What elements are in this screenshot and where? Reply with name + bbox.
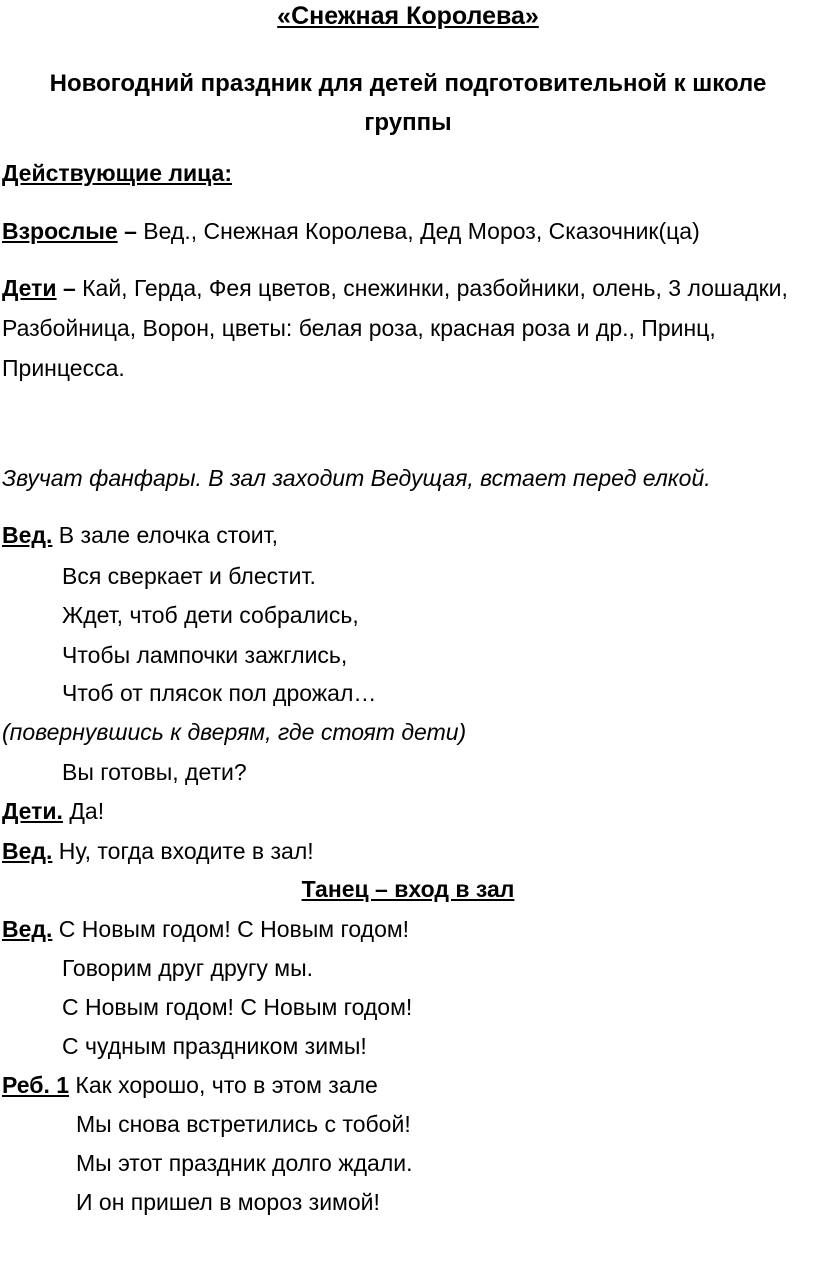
speaker-ved: Вед.: [2, 522, 53, 548]
verse-line: Мы этот праздник долго ждали.: [76, 1150, 413, 1176]
verse-line: Мы снова встретились с тобой!: [76, 1111, 411, 1137]
dance-heading: Танец – вход в зал: [301, 876, 515, 902]
verse-line: Ждет, чтоб дети собрались,: [62, 602, 359, 628]
verse-line: Как хорошо, что в этом зале: [69, 1072, 378, 1098]
speaker-ved: Вед.: [2, 838, 53, 864]
document-subtitle: Новогодний праздник для детей подготовительной к школе группы: [49, 70, 767, 136]
adults-dash: –: [117, 218, 137, 244]
ved-newyear-first-line: [2, 916, 409, 943]
adults-cast-line: [2, 218, 700, 245]
speaker-reb-1: Реб. 1: [2, 1072, 70, 1098]
verse-line: Вы готовы, дети?: [62, 759, 247, 785]
children-dash: –: [56, 275, 76, 301]
adults-label: Взрослые: [2, 218, 118, 244]
deti-reply-line: [2, 798, 104, 825]
verse-line: Говорим друг другу мы.: [62, 955, 314, 981]
children-label: Дети: [2, 275, 57, 301]
verse-line: Чтоб от плясок пол дрожал…: [62, 680, 377, 706]
document-title: «Снежная Королева»: [277, 2, 539, 30]
children-list: Кай, Герда, Фея цветов, снежинки, разбойники, олень, 3 лошадки, Разбойница, Ворон, цветы: белая роза, красная роза и др., Принц, Принцесса.: [2, 275, 788, 381]
stage-direction-doors: (повернувшись к дверям, где стоят дети): [2, 719, 467, 745]
verse-line: Вся сверкает и блестит.: [62, 563, 316, 589]
reply-text: Да!: [62, 798, 105, 824]
adults-list: Вед., Снежная Королева, Дед Мороз, Сказочник(ца): [136, 218, 700, 244]
cast-heading: Действующие лица:: [2, 160, 232, 186]
ved-verse-first-line: [2, 522, 278, 549]
verse-line: Чтобы лампочки зажглись,: [62, 642, 348, 668]
verse-line: В зале елочка стоит,: [52, 522, 278, 548]
speaker-deti: Дети.: [2, 798, 63, 824]
verse-line: Ну, тогда входите в зал!: [52, 838, 314, 864]
stage-direction-fanfare: Звучат фанфары. В зал заходит Ведущая, встает перед елкой.: [2, 465, 711, 491]
verse-line: С Новым годом! С Новым годом!: [52, 916, 410, 942]
speaker-ved: Вед.: [2, 916, 53, 942]
reb1-first-line: [2, 1072, 378, 1099]
verse-line: С Новым годом! С Новым годом!: [62, 994, 413, 1020]
verse-line: С чудным праздником зимы!: [62, 1033, 367, 1059]
verse-line: И он пришел в мороз зимой!: [76, 1189, 380, 1215]
ved-invite-line: [2, 838, 314, 865]
children-cast-paragraph: [2, 268, 792, 388]
